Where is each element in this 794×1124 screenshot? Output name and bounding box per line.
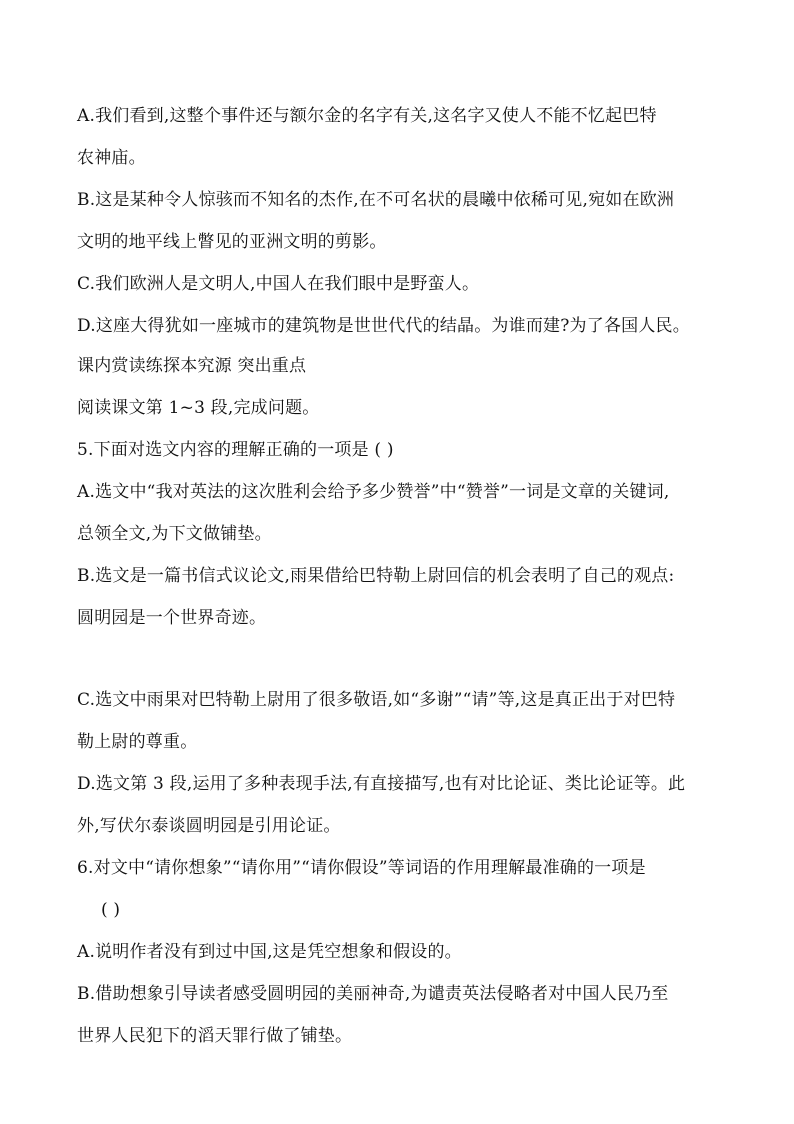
reading-instruction: 阅读课文第 1~3 段,完成问题。 (77, 398, 320, 418)
q5-option-a-line-2: 总领全文,为下文做铺垫。 (77, 524, 272, 544)
q5-option-b-line-2: 圆明园是一个世界奇迹。 (77, 608, 267, 628)
q5-option-a-line-1: A.选文中“我对英法的这次胜利会给予多少赞誉”中“赞誉”一词是文章的关键词, (77, 482, 670, 502)
option-d-line: D.这座大得犹如一座城市的建筑物是世世代代的结晶。为谁而建?为了各国人民。 (77, 316, 690, 336)
option-a-line-2: 农神庙。 (77, 148, 146, 168)
option-a-line-1: A.我们看到,这整个事件还与额尔金的名字有关,这名字又使人不能不忆起巴特 (77, 106, 657, 126)
q5-option-b-line-1: B.选文是一篇书信式议论文,雨果借给巴特勒上尉回信的机会表明了自己的观点: (77, 566, 675, 586)
option-c-line: C.我们欧洲人是文明人,中国人在我们眼中是野蛮人。 (77, 274, 480, 294)
q6-option-b-line-2: 世界人民犯下的滔天罪行做了铺垫。 (77, 1026, 353, 1046)
option-b-line-2: 文明的地平线上瞥见的亚洲文明的剪影。 (77, 232, 387, 252)
q6-option-b-line-1: B.借助想象引导读者感受圆明园的美丽神奇,为谴责英法侵略者对中国人民乃至 (77, 984, 669, 1004)
question-5: 5.下面对选文内容的理解正确的一项是 ( ) (77, 440, 394, 460)
q5-option-c-line-1: C.选文中雨果对巴特勒上尉用了很多敬语,如“多谢”“请”等,这是真正出于对巴特 (77, 690, 676, 710)
q5-option-c-line-2: 勒上尉的尊重。 (77, 732, 198, 752)
q5-option-d-line-2: 外,写伏尔泰谈圆明园是引用论证。 (77, 816, 341, 836)
question-6: 6.对文中“请你想象”“请你用”“请你假设”等词语的作用理解最准确的一项是 (77, 858, 646, 878)
option-b-line-1: B.这是某种令人惊骇而不知名的杰作,在不可名状的晨曦中依稀可见,宛如在欧洲 (77, 190, 675, 210)
question-6-answer-blank: ( ) (101, 900, 121, 920)
q5-option-d-line-1: D.选文第 3 段,运用了多种表现手法,有直接描写,也有对比论证、类比论证等。此 (77, 774, 686, 794)
q6-option-a: A.说明作者没有到过中国,这是凭空想象和假设的。 (77, 942, 462, 962)
section-heading: 课内赏读练探本究源 突出重点 (77, 356, 307, 376)
